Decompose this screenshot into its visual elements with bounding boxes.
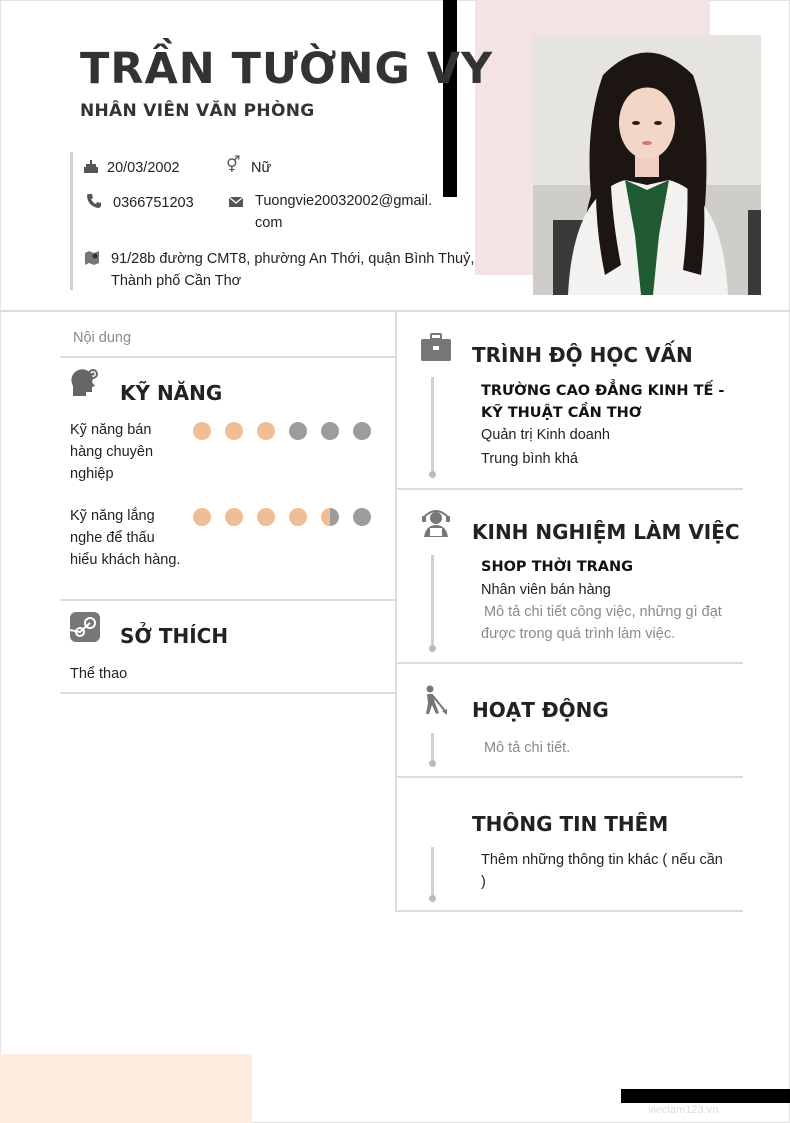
education-grade: Trung bình khá	[481, 451, 578, 467]
content-placeholder: Nội dung	[73, 330, 132, 346]
experience-description	[481, 601, 722, 645]
map-location-icon	[84, 250, 100, 266]
skill-item-2-label	[70, 505, 200, 571]
phone-value: 0366751203	[113, 195, 194, 211]
email-line-1: Tuongvie20032002@gmail.	[255, 193, 433, 209]
education-timeline-dot	[429, 471, 436, 478]
footer-peach-panel	[0, 1054, 252, 1123]
worker-shovel-icon	[421, 685, 447, 715]
email-line-2: com	[255, 215, 283, 231]
profile-photo	[533, 35, 761, 295]
skill-2-dot-1	[193, 508, 211, 526]
extra-info-text	[481, 849, 723, 893]
birthday-cake-icon	[83, 158, 99, 174]
right-divider-2	[395, 662, 743, 664]
experience-desc-line-1: Mô tả chi tiết công việc, những gì đạt	[484, 604, 722, 620]
skill-1-dot-4	[289, 422, 307, 440]
activities-timeline	[431, 733, 434, 763]
extra-line-1: Thêm những thông tin khác ( nếu cần	[481, 852, 723, 868]
right-divider-4	[395, 910, 743, 912]
watermark: vieclam123.vn	[648, 1104, 719, 1116]
experience-timeline-dot	[429, 645, 436, 652]
candidate-name: TRẦN TƯỜNG VY	[80, 44, 494, 94]
skill-1-line-3: nghiệp	[70, 466, 114, 482]
experience-title: KINH NGHIỆM LÀM VIỆC	[472, 520, 740, 544]
email-value	[255, 190, 432, 234]
skill-2-dot-3	[257, 508, 275, 526]
skill-2-rating	[193, 508, 383, 528]
gender-icon: ⚥	[226, 157, 241, 174]
left-divider-1	[60, 356, 395, 358]
extra-info-timeline	[431, 847, 434, 899]
experience-company: SHOP THỜI TRANG	[481, 559, 634, 575]
hobbies-text: Thể thao	[70, 666, 128, 682]
skill-1-dot-5	[321, 422, 339, 440]
birthdate-value: 20/03/2002	[107, 160, 180, 176]
skill-2-dot-6	[353, 508, 371, 526]
skill-item-1-label	[70, 419, 200, 485]
phone-icon	[86, 193, 102, 209]
right-divider-1	[395, 488, 743, 490]
left-divider-2	[60, 599, 395, 601]
skill-2-line-1: Kỹ năng lắng	[70, 508, 155, 524]
school-line-1: TRƯỜNG CAO ĐẲNG KINH TẾ -	[481, 383, 725, 399]
activities-title: HOẠT ĐỘNG	[472, 698, 609, 722]
education-school	[481, 380, 724, 424]
experience-timeline	[431, 555, 434, 649]
education-timeline	[431, 377, 434, 475]
experience-desc-line-2: được trong quá trình làm việc.	[481, 626, 676, 642]
extra-info-timeline-dot	[429, 895, 436, 902]
footer-black-bar	[621, 1089, 790, 1103]
worker-laptop-icon	[420, 509, 452, 539]
skill-2-dot-5	[321, 508, 339, 526]
right-divider-3	[395, 776, 743, 778]
activities-description: Mô tả chi tiết.	[484, 740, 571, 756]
address-line-1: 91/28b đường CMT8, phường An Thới, quận Bình Thuỷ,	[111, 251, 475, 267]
activities-timeline-dot	[429, 760, 436, 767]
left-divider-3	[60, 692, 395, 694]
skill-1-line-1: Kỹ năng bán	[70, 422, 152, 438]
skill-2-line-3: hiểu khách hàng.	[70, 552, 181, 568]
skill-1-dot-3	[257, 422, 275, 440]
address-line-2: Thành phố Cần Thơ	[111, 273, 242, 289]
extra-info-title: THÔNG TIN THÊM	[472, 812, 669, 836]
info-accent-bar	[70, 152, 73, 290]
skill-1-dot-6	[353, 422, 371, 440]
gender-value: Nữ	[251, 160, 272, 176]
skill-2-dot-2	[225, 508, 243, 526]
brain-head-icon	[69, 368, 101, 398]
steam-controller-icon	[70, 612, 100, 642]
skills-title: KỸ NĂNG	[120, 381, 223, 405]
hobbies-title: SỞ THÍCH	[120, 624, 229, 648]
job-title: NHÂN VIÊN VĂN PHÒNG	[80, 101, 315, 121]
email-icon	[228, 194, 244, 210]
skill-1-line-2: hàng chuyên	[70, 444, 154, 460]
address-value	[111, 248, 491, 292]
skill-1-rating	[193, 422, 383, 442]
extra-line-2: )	[481, 874, 486, 890]
skill-1-dot-1	[193, 422, 211, 440]
skill-1-dot-2	[225, 422, 243, 440]
experience-position: Nhân viên bán hàng	[481, 582, 611, 598]
education-major: Quản trị Kinh doanh	[481, 427, 610, 443]
skill-2-dot-4	[289, 508, 307, 526]
briefcase-icon	[421, 333, 451, 361]
education-title: TRÌNH ĐỘ HỌC VẤN	[472, 343, 693, 367]
skill-2-line-2: nghe để thấu	[70, 530, 155, 546]
header-black-bar	[443, 0, 457, 197]
column-divider	[395, 312, 397, 912]
school-line-2: KỸ THUẬT CẦN THƠ	[481, 405, 642, 421]
